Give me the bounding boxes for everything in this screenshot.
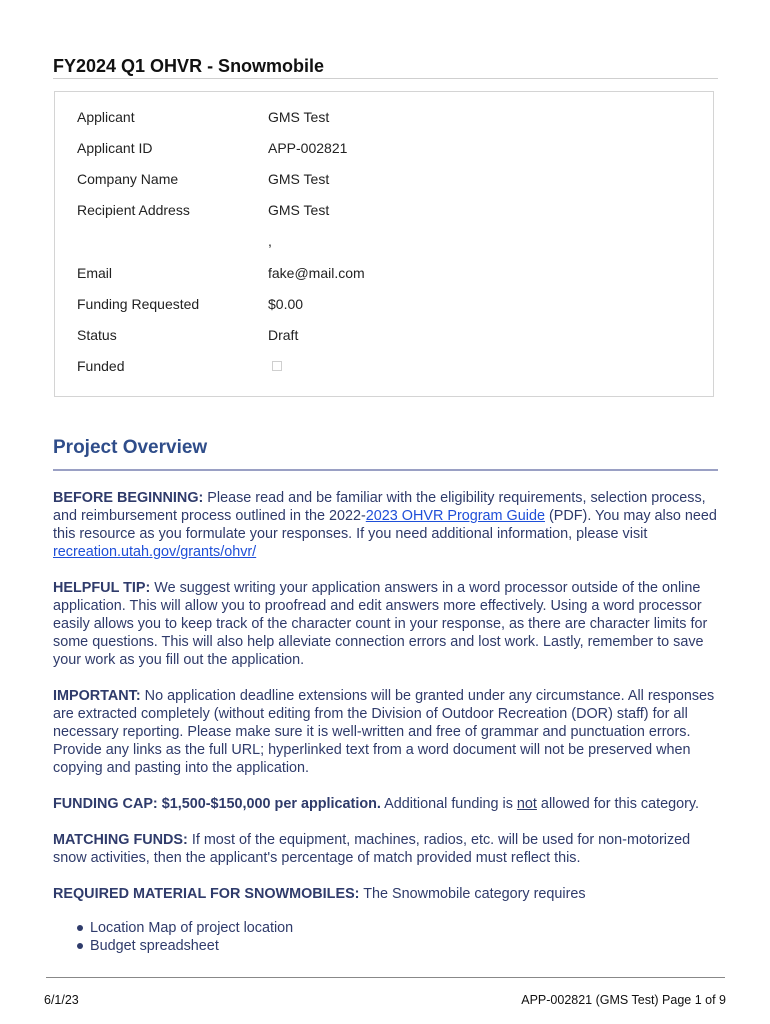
summary-label: Funded xyxy=(77,358,125,374)
summary-value: GMS Test xyxy=(268,109,330,125)
important-paragraph xyxy=(53,687,721,777)
paragraph-text: allowed for this category. xyxy=(536,796,700,812)
required-material-list xyxy=(53,919,721,955)
summary-value: , xyxy=(268,233,272,249)
summary-value: Draft xyxy=(268,327,299,343)
paragraph-lead: REQUIRED MATERIAL FOR SNOWMOBILES: xyxy=(53,886,360,902)
summary-label: Company Name xyxy=(77,171,179,187)
emphasis-not: not xyxy=(516,796,537,812)
program-guide-link[interactable]: 2023 OHVR Program Guide xyxy=(365,508,545,524)
paragraph-text: If most of the equipment, machines, radios, etc. will be used for non-motorized snow activities, then the applicant's percentage of match provided must reflect this. xyxy=(53,832,691,866)
footer-divider xyxy=(46,977,725,978)
helpful-tip-paragraph xyxy=(53,579,721,669)
summary-value: GMS Test xyxy=(268,171,330,187)
summary-value: GMS Test xyxy=(268,202,330,218)
paragraph-lead: FUNDING CAP: $1,500-$150,000 per application. xyxy=(53,796,381,812)
paragraph-lead: IMPORTANT: xyxy=(53,688,141,704)
summary-label: Email xyxy=(77,265,113,281)
section-heading-project-overview: Project Overview xyxy=(53,437,208,458)
summary-label: Applicant ID xyxy=(77,140,153,156)
paragraph-text: (PDF). You may also need this resource as you formulate your responses. If you need additional information, please visit xyxy=(53,508,717,542)
matching-funds-paragraph xyxy=(53,831,721,867)
funding-cap-paragraph xyxy=(53,795,721,813)
required-material-paragraph xyxy=(53,885,721,903)
funded-checkbox[interactable] xyxy=(272,361,282,371)
paragraph-lead: BEFORE BEGINNING: xyxy=(53,490,204,506)
paragraph-text: No application deadline extensions will be granted under any circumstance. All responses are extracted completely (without editing from the Division of Outdoor Recreation (DOR) staff) for all necessary reporting. Please make sure it is well-written and free of grammar and punctuation errors. Provide any links as the full URL; hyperlinked text from a word document will not be preserved when copying and pasting into the application. xyxy=(53,688,715,776)
list-item: Location Map of project location xyxy=(75,919,721,937)
paragraph-text: Additional funding is xyxy=(380,796,517,812)
footer-page-info: APP-002821 (GMS Test) Page 1 of 9 xyxy=(521,993,726,1007)
summary-value: $0.00 xyxy=(268,296,304,312)
before-beginning-paragraph xyxy=(53,489,721,561)
summary-label: Status xyxy=(77,327,117,343)
summary-label: Applicant xyxy=(77,109,135,125)
summary-value: fake@mail.com xyxy=(268,265,365,281)
title-divider xyxy=(53,78,718,79)
paragraph-lead: HELPFUL TIP: xyxy=(53,580,151,596)
footer-date: 6/1/23 xyxy=(44,993,79,1007)
paragraph-text: We suggest writing your application answers in a word processor outside of the online application. This will allow you to proofread and edit answers more effectively. Using a word processor easily allows you to keep track of the character count in your response, as there are character limits for some questions. This will also help alleviate connection errors and lost work. Lastly, remember to save your work as you fill out the application. xyxy=(53,580,708,668)
list-item: Budget spreadsheet xyxy=(75,937,721,955)
summary-label: Recipient Address xyxy=(77,202,190,218)
grants-website-link[interactable]: recreation.utah.gov/grants/ohvr/ xyxy=(53,544,257,560)
paragraph-text: The Snowmobile category requires xyxy=(359,886,586,902)
summary-value: APP-002821 xyxy=(268,140,348,156)
paragraph-text: Please read and be familiar with the eligibility requirements, selection process, and reimbursement process outlined in the 2022- xyxy=(53,490,706,524)
section-divider xyxy=(53,469,718,471)
paragraph-lead: MATCHING FUNDS: xyxy=(53,832,188,848)
summary-label: Funding Requested xyxy=(77,296,200,312)
page-title: FY2024 Q1 OHVR - Snowmobile xyxy=(53,56,325,76)
application-summary-box xyxy=(54,91,714,397)
project-overview-content xyxy=(53,489,721,955)
